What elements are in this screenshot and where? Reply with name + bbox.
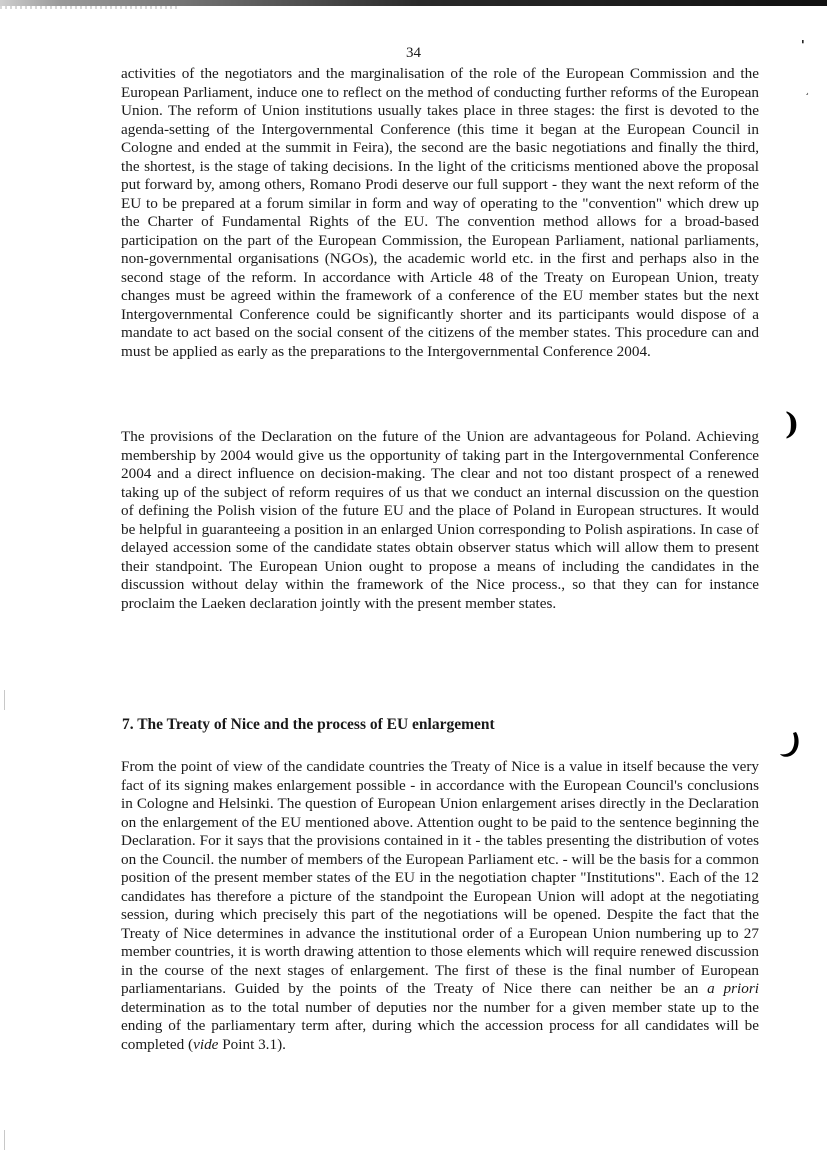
paragraph-text-end: Point 3.1). [222,1035,286,1053]
page-number: 34 [406,45,421,61]
italic-vide: vide [193,1035,219,1053]
italic-a-priori: a priori [707,980,759,997]
scan-edge-mark [4,690,5,710]
section-heading: 7. The Treaty of Nice and the process of EU enlargement [122,716,495,733]
scan-edge-mark [4,1130,5,1150]
paragraph-convention-method: activities of the negotiators and the marginalisation of the role of the European Commission and the European Parliament, induce one to reflect on the method of conducting further reforms of the European Union. The reform of Union institutions usually takes place in three stages: the first is devoted to the agenda-setting of the Intergovernmental Conference (this time it began at the European Council in Cologne and ended at the summit in Feira), the second are the basic negotiations and finally the third, the shortest, is the stage of taking decisions. In the light of the criticisms mentioned above the proposal put forward by, among others, Romano Prodi deserve our full support - they want the next reform of the EU to be prepared at a forum similar in form and way of operating to the "convention" which drew up the Charter of Fundamental Rights of the EU. The convention method allows for a broad-based participation on the part of the European Commission, the European Parliament, national parliaments, non-governmental organisations (NGOs), the academic world etc. in the first and perhaps also in the second stage of the reform. In accordance with Article 48 of the Treaty on European Union, treaty changes must be agreed within the framework of a conference of the EU member states but the next Intergovernmental Conference could be significantly shorter and its participants would dispose of a mandate to act based on the social consent of the citizens of the member states. This procedure can and must be applied as early as the preparations to the Intergovernmental Conference 2004. [121,65,759,360]
margin-hook-mark [778,730,804,766]
paragraph-text-middle: determination as to the total number of deputies nor the number for a given member state up to the ending of the parliamentary term after, during which the accession process for all candidates will be completed ( [121,998,759,1053]
paragraph-declaration-poland: The provisions of the Declaration on the future of the Union are advantageous for Poland. Achieving membership by 2004 would give us the opportunity of taking part in the Intergovernmental Conference 2004 and a direct influence on decision-making. The clear and not too distant prospect of a renewed taking up of the subject of reform requires of us that we conduct an internal discussion on the question of defining the Polish vision of the future EU and the place of Poland in European structures. It would be helpful in guaranteeing a position in an enlarged Union corresponding to Polish aspirations. In case of delayed accession some of the candidate states obtain observer status which will allow them to present their standpoint. The European Union ought to propose a means of including the candidates in the discussion without delay within the framework of the Nice process., so that they can for instance proclaim the Laeken declaration jointly with the present member states. [121,428,759,612]
paragraph-treaty-of-nice [121,758,759,1054]
margin-mark: ' [801,38,805,52]
margin-mark: ¸ [805,86,810,96]
hook-mark-icon [778,730,804,760]
paragraph-text-start: From the point of view of the candidate countries the Treaty of Nice is a value in itself because the very fact of its signing makes enlargement possible - in accordance with the European Council's conclusions in Cologne and Helsinki. The question of European Union enlargement arises directly in the Declaration on the enlargement of the EU mentioned above. Attention ought to be paid to the sentence beginning the Declaration. For it says that the provisions contained in it - the tables presenting the distribution of votes on the Council. the number of members of the European Parliament etc. - will be the basis for a common position of the present member states of the EU in the negotiation chapter "Institutions". Each of the 12 candidates has therefore a picture of the standpoint the European Union will adopt at the negotiating session, during which precisely this part of the negotiations will be opened. Despite the fact that the Treaty of Nice determines in advance the institutional order of a European Union numbering up to 27 member countries, it is worth drawing attention to those elements which will require renewed discussion in the course of the next stages of enlargement. The first of these is the final number of European parliamentarians. Guided by the points of the Treaty of Nice there can neither be an [121,758,759,997]
scan-speckle [0,6,180,9]
margin-bracket-mark: ) [785,407,800,442]
